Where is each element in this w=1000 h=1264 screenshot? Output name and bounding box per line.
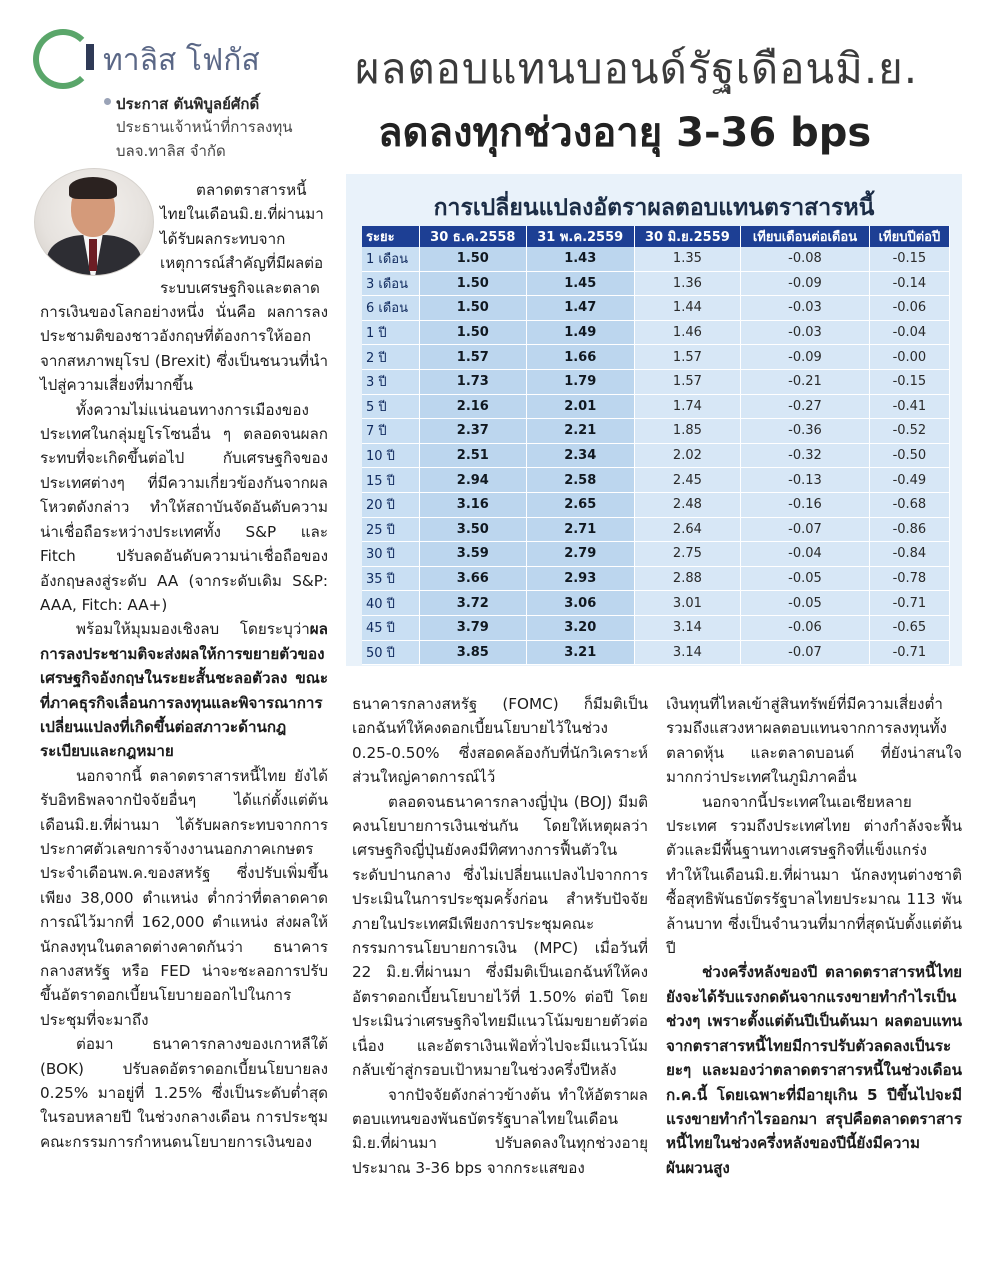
yield-cell: -0.86 — [869, 517, 949, 542]
yield-cell: 2.58 — [526, 468, 634, 493]
yield-cell: -0.06 — [869, 296, 949, 321]
yield-cell: -0.32 — [741, 443, 870, 468]
yield-cell: -0.13 — [741, 468, 870, 493]
table-row — [362, 296, 950, 321]
maturity-cell: 6 เดือน — [362, 296, 419, 321]
author-role-line2: บลจ.ทาลิส จำกัด — [116, 142, 226, 160]
table-title: การเปลี่ยนแปลงอัตราผลตอบแทนตราสารหนี้ — [433, 195, 875, 221]
maturity-cell: 45 ปี — [362, 615, 419, 640]
paragraph: ต่อมา ธนาคารกลางของเกาหลีใต้ (BOK) ปรับลดอัตราดอกเบี้ยนโยบายลง 0.25% มาอยู่ที่ 1.25% ซึ่งเป็นระดับต่ำสุดในรอบหลายปี ในช่วงกลางเดือน การประชุมคณะกรรมการกำหนดนโยบายการเงินของ — [40, 1035, 328, 1151]
paragraph: นอกจากนี้ ตลาดตราสารหนี้ไทย ยังได้รับอิทธิพลจากปัจจัยอื่นๆ ได้แก่ตั้งแต่ต้นเดือนมิ.ย.ที่ผ่านมา ได้รับผลกระทบจากการประกาศตัวเลขการจ้างงานนอกภาคเกษตรประจำเดือนพ.ค.ของสหรัฐ ซึ่งปรับเพิ่มขึ้นเพียง 38,000 ตำแหน่ง ต่ำกว่าที่ตลาดคาดการณ์ไว้มากที่ 162,000 ตำแหน่ง ส่งผลให้นักลงทุนในตลาดต่างคาดกันว่า ธนาคารกลางสหรัฐ หรือ FED น่าจะชะลอการปรับขึ้นอัตราดอกเบี้ยนโยบายออกไปในการประชุมที่จะมาถึง — [40, 766, 328, 1029]
yield-cell: 3.59 — [419, 542, 526, 567]
table-row — [362, 517, 950, 542]
table-row — [362, 247, 950, 271]
yield-cell: 1.49 — [526, 320, 634, 345]
table-row — [362, 271, 950, 296]
yield-cell: -0.00 — [869, 345, 949, 370]
paragraph: นอกจากนี้ประเทศในเอเชียหลายประเทศ รวมถึงประเทศไทย ต่างกำลังจะฟื้นตัวและมีพื้นฐานทางเศรษฐกิจที่แข็งแกร่ง ทำให้ในเดือนมิ.ย.ที่ผ่านมา นักลงทุนต่างชาติซื้อสุทธิพันธบัตรรัฐบาลไทยประมาณ 113 พันล้านบาท ซึ่งเป็นจำนวนที่มากที่สุดนับตั้งแต่ต้นปี — [666, 792, 962, 958]
yield-cell: 1.45 — [526, 271, 634, 296]
logo-bar-icon — [86, 44, 94, 70]
yield-cell: 3.01 — [634, 591, 741, 616]
yield-cell: -0.71 — [869, 640, 949, 665]
yield-cell: 3.16 — [419, 492, 526, 517]
article-column-2 — [352, 692, 648, 1180]
maturity-cell: 10 ปี — [362, 443, 419, 468]
yield-cell: 1.50 — [419, 247, 526, 271]
article-column-1 — [40, 178, 328, 1154]
yield-cell: 2.93 — [526, 566, 634, 591]
paragraph-emphasis: ช่วงครึ่งหลังของปี ตลาดตราสารหนี้ไทยยังจะได้รับแรงกดดันจากแรงขายทำกำไรเป็นช่วงๆ เพราะตั้งแต่ต้นปีเป็นต้นมา ผลตอบแทนจากตราสารหนี้ไทยมีการปรับตัวลดลงเป็นระยะๆ และมองว่าตลาดตราสารหนี้ในช่วงเดือนก.ค.นี้ โดยเฉพาะที่มีอายุเกิน 5 ปีขึ้นไปจะมีแรงขายทำกำไรออกมา สรุปคือตลาดตราสารหนี้ไทยในช่วงครึ่งหลังของปีนี้ยังมีความผันผวนสูง — [666, 963, 962, 1177]
table-row — [362, 394, 950, 419]
maturity-cell: 35 ปี — [362, 566, 419, 591]
yield-cell: 2.48 — [634, 492, 741, 517]
paragraph-lead: พร้อมให้มุมมองเชิงลบ โดยระบุว่า — [76, 620, 310, 639]
yield-cell: -0.03 — [741, 320, 870, 345]
table-header-cell: 30 มิ.ย.2559 — [634, 226, 741, 247]
yield-cell: 2.65 — [526, 492, 634, 517]
yield-cell: -0.84 — [869, 542, 949, 567]
yield-cell: 1.79 — [526, 369, 634, 394]
paragraph: ธนาคารกลางสหรัฐ (FOMC) ก็มีมติเป็นเอกฉันท์ให้คงดอกเบี้ยนโยบายไว้ในช่วง 0.25-0.50% ซึ่งสอดคล้องกับที่นักวิเคราะห์ส่วนใหญ่คาดการณ์ไว้ — [352, 695, 648, 787]
yield-cell: -0.52 — [869, 419, 949, 444]
yield-cell: 2.02 — [634, 443, 741, 468]
table-header-cell: เทียบเดือนต่อเดือน — [741, 226, 870, 247]
yield-cell: 3.79 — [419, 615, 526, 640]
yield-cell: 1.36 — [634, 271, 741, 296]
yield-cell: 1.46 — [634, 320, 741, 345]
maturity-cell: 3 ปี — [362, 369, 419, 394]
paragraph: ทั้งความไม่แน่นอนทางการเมืองของประเทศในกลุ่มยูโรโซนอื่น ๆ ตลอดจนผลกระทบที่จะเกิดขึ้นต่อไป กับเศรษฐกิจของประเทศต่างๆ ที่มีความเกี่ยวข้องกันจากผลโหวตดังกล่าว ทำให้สถาบันจัดอันดับความน่าเชื่อถือระหว่างประเทศทั้ง S&P และ Fitch ปรับลดอันดับความน่าเชื่อถือของอังกฤษลงสู่ระดับ AA (จากระดับเดิม S&P: AAA, Fitch: AA+) — [40, 400, 328, 614]
paragraph: จากปัจจัยดังกล่าวข้างต้น ทำให้อัตราผลตอบแทนของพันธบัตรรัฐบาลไทยในเดือนมิ.ย.ที่ผ่านมา ปรับลดลงในทุกช่วงอายุประมาณ 3-36 bps จากกระแสของ — [352, 1085, 648, 1177]
paragraph: ตลอดจนธนาคารกลางญี่ปุ่น (BOJ) มีมติคงนโยบายการเงินเช่นกัน โดยให้เหตุผลว่า เศรษฐกิจญี่ปุ่นยังคงมีทิศทางการฟื้นตัวในระดับปานกลาง ซึ่งไม่เปลี่ยนแปลงไปจากการประเมินในการประชุมครั้งก่อน สำหรับปัจจัยภายในประเทศมีเพียงการประชุมคณะกรรมการนโยบายการเงิน (MPC) เมื่อวันที่ 22 มิ.ย.ที่ผ่านมา ซึ่งมีมติเป็นเอกฉันท์ให้คงอัตราดอกเบี้ยนโยบายไว้ที่ 1.50% ต่อปี โดยประเมินว่าเศรษฐกิจไทยมีแนวโน้มขยายตัวต่อเนื่อง และอัตราเงินเฟ้อทั่วไปจะมีแนวโน้มกลับเข้าสู่กรอบเป้าหมายในช่วงครึ่งปีหลัง — [352, 792, 648, 1080]
yield-cell: -0.05 — [741, 566, 870, 591]
yield-cell: 1.50 — [419, 271, 526, 296]
paragraph: เงินทุนที่ไหลเข้าสู่สินทรัพย์ที่มีความเสี่ยงต่ำ รวมถึงแสวงหาผลตอบแทนจากการลงทุนทั้งตลาดหุ้น และตลาดบอนด์ ที่ยังน่าสนใจมากกว่าประเทศในภูมิภาคอื่น — [666, 695, 962, 787]
maturity-cell: 15 ปี — [362, 468, 419, 493]
yield-cell: 1.35 — [634, 247, 741, 271]
table-body — [362, 247, 950, 665]
yield-cell: -0.71 — [869, 591, 949, 616]
yield-cell: 3.85 — [419, 640, 526, 665]
yield-cell: 2.45 — [634, 468, 741, 493]
yield-cell: 2.34 — [526, 443, 634, 468]
logo-ring-icon — [33, 29, 93, 89]
yield-cell: -0.08 — [741, 247, 870, 271]
table-row — [362, 640, 950, 665]
bullet-icon — [104, 98, 111, 105]
yield-cell: 2.21 — [526, 419, 634, 444]
yield-cell: 2.75 — [634, 542, 741, 567]
table-row — [362, 320, 950, 345]
maturity-cell: 25 ปี — [362, 517, 419, 542]
yield-cell: -0.04 — [869, 320, 949, 345]
table-row — [362, 419, 950, 444]
table-row — [362, 345, 950, 370]
author-role — [116, 115, 292, 163]
headline-line2: ลดลงทุกช่วงอายุ 3-36 bps — [378, 110, 872, 156]
yield-cell: -0.27 — [741, 394, 870, 419]
yield-cell: 1.50 — [419, 320, 526, 345]
yield-cell: 2.94 — [419, 468, 526, 493]
article-column-3 — [666, 692, 962, 1180]
yield-cell: 1.44 — [634, 296, 741, 321]
maturity-cell: 7 ปี — [362, 419, 419, 444]
yield-cell: 3.14 — [634, 615, 741, 640]
yield-cell: -0.15 — [869, 369, 949, 394]
table-row — [362, 468, 950, 493]
yield-cell: 1.66 — [526, 345, 634, 370]
yield-cell: -0.07 — [741, 640, 870, 665]
yield-cell: -0.65 — [869, 615, 949, 640]
yield-cell: -0.15 — [869, 247, 949, 271]
table-row — [362, 369, 950, 394]
maturity-cell: 3 เดือน — [362, 271, 419, 296]
yield-cell: -0.50 — [869, 443, 949, 468]
yield-cell: 2.16 — [419, 394, 526, 419]
yield-cell: 3.50 — [419, 517, 526, 542]
yield-cell: 2.71 — [526, 517, 634, 542]
maturity-cell: 5 ปี — [362, 394, 419, 419]
yield-cell: -0.78 — [869, 566, 949, 591]
yield-cell: 1.85 — [634, 419, 741, 444]
yield-cell: -0.09 — [741, 345, 870, 370]
yield-cell: 2.79 — [526, 542, 634, 567]
maturity-cell: 1 เดือน — [362, 247, 419, 271]
yield-cell: 3.14 — [634, 640, 741, 665]
yield-cell: -0.05 — [741, 591, 870, 616]
table-row — [362, 443, 950, 468]
yield-cell: -0.36 — [741, 419, 870, 444]
yield-cell: -0.06 — [741, 615, 870, 640]
table-header-row — [362, 226, 950, 247]
table-header-cell: 31 พ.ค.2559 — [526, 226, 634, 247]
table-row — [362, 542, 950, 567]
yield-cell: 1.57 — [634, 345, 741, 370]
yield-cell: 2.37 — [419, 419, 526, 444]
headline-line1: ผลตอบแทนบอนด์รัฐเดือนมิ.ย. — [355, 44, 919, 93]
yield-cell: 1.73 — [419, 369, 526, 394]
table-header-cell: 30 ธ.ค.2558 — [419, 226, 526, 247]
paragraph-emphasis: ผลการลงประชามติจะส่งผลให้การขยายตัวของเศรษฐกิจอังกฤษในระยะสั้นชะลอตัวลง ขณะที่ภาคธุรกิจเลื่อนการลงทุนและพิจารณาการเปลี่ยนแปลงที่เกิดขึ้นต่อสภาวะด้านกฎระเบียบและกฎหมาย — [40, 620, 328, 761]
yield-cell: 1.47 — [526, 296, 634, 321]
table-header-cell: เทียบปีต่อปี — [869, 226, 949, 247]
yield-cell: -0.04 — [741, 542, 870, 567]
yield-cell: -0.21 — [741, 369, 870, 394]
yield-cell: 2.64 — [634, 517, 741, 542]
bond-yield-table-panel — [346, 174, 962, 666]
yield-cell: 1.57 — [419, 345, 526, 370]
yield-cell: -0.16 — [741, 492, 870, 517]
yield-cell: 3.20 — [526, 615, 634, 640]
yield-cell: 1.57 — [634, 369, 741, 394]
table-row — [362, 492, 950, 517]
yield-cell: 2.88 — [634, 566, 741, 591]
yield-cell: -0.41 — [869, 394, 949, 419]
yield-cell: 1.50 — [419, 296, 526, 321]
maturity-cell: 1 ปี — [362, 320, 419, 345]
yield-cell: 1.74 — [634, 394, 741, 419]
yield-cell: 2.51 — [419, 443, 526, 468]
yield-cell: 3.21 — [526, 640, 634, 665]
yield-cell: 2.01 — [526, 394, 634, 419]
yield-cell: -0.49 — [869, 468, 949, 493]
yield-cell: 3.66 — [419, 566, 526, 591]
table-row — [362, 566, 950, 591]
yield-cell: 3.72 — [419, 591, 526, 616]
yield-cell: -0.09 — [741, 271, 870, 296]
yield-cell: 1.43 — [526, 247, 634, 271]
maturity-cell: 20 ปี — [362, 492, 419, 517]
yield-cell: -0.07 — [741, 517, 870, 542]
table-header-cell: ระยะ — [362, 226, 419, 247]
maturity-cell: 30 ปี — [362, 542, 419, 567]
author-name: ประกาส ตันพิบูลย์ศักดิ์ — [116, 95, 260, 113]
yield-cell: -0.68 — [869, 492, 949, 517]
paragraph: ตลาดตราสารหนี้ไทยในเดือนมิ.ย.ที่ผ่านมา ได้รับผลกระทบจากเหตุการณ์สำคัญที่มีผลต่อระบบเศรษฐกิจและตลาดการเงินของโลกอย่างหนึ่ง นั่นคือ ผลการลงประชามติของชาวอังกฤษที่ต้องการให้ออกจากสหภาพยุโรป (Brexit) ซึ่งเป็นชนวนที่นำไปสู่ความเสี่ยงที่มากขึ้น — [40, 181, 328, 395]
maturity-cell: 2 ปี — [362, 345, 419, 370]
table-row — [362, 591, 950, 616]
paragraph — [40, 617, 328, 763]
yield-cell: 3.06 — [526, 591, 634, 616]
bond-yield-table — [362, 226, 950, 665]
author-role-line1: ประธานเจ้าหน้าที่การลงทุน — [116, 118, 293, 136]
table-row — [362, 615, 950, 640]
maturity-cell: 50 ปี — [362, 640, 419, 665]
column-name: ทาลิส โฟกัส — [103, 43, 260, 78]
yield-cell: -0.03 — [741, 296, 870, 321]
yield-cell: -0.14 — [869, 271, 949, 296]
maturity-cell: 40 ปี — [362, 591, 419, 616]
